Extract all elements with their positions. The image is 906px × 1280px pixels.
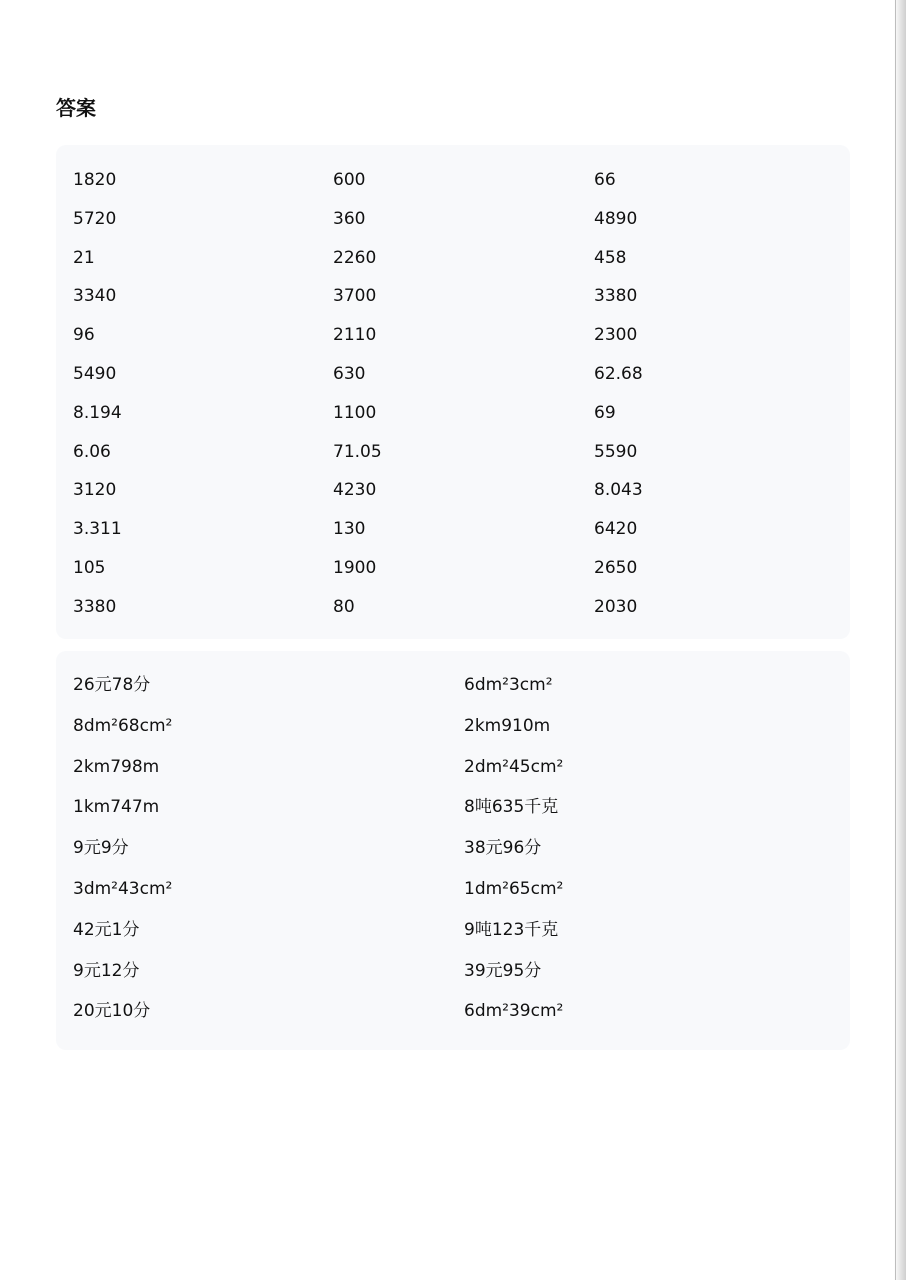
answer-cell: 3700 <box>333 286 377 307</box>
answer-cell: 2260 <box>333 247 377 268</box>
answer-cell: 2dm²45cm² <box>464 756 564 777</box>
answer-cell: 8.194 <box>73 402 122 423</box>
answer-cell: 2km910m <box>464 715 551 736</box>
answer-cell: 42元1分 <box>73 919 140 940</box>
answer-cell: 96 <box>73 325 95 346</box>
answer-cell: 6.06 <box>73 441 111 462</box>
answer-cell: 26元78分 <box>73 675 151 695</box>
answer-cell: 5590 <box>594 441 638 462</box>
answer-cell: 1820 <box>73 170 117 190</box>
answer-cell: 80 <box>333 596 355 617</box>
answer-cell: 38元96分 <box>464 838 542 859</box>
answer-cell: 630 <box>333 363 366 384</box>
answer-cell: 20元10分 <box>73 1001 151 1022</box>
answer-cell: 69 <box>594 402 616 423</box>
answer-cell: 39元95分 <box>464 960 542 981</box>
answer-cell: 1km747m <box>73 797 160 818</box>
answer-cell: 2650 <box>594 557 638 578</box>
answer-cell: 5490 <box>73 363 117 384</box>
answer-cell: 6dm²3cm² <box>464 675 553 695</box>
answer-cell: 8吨635千克 <box>464 797 559 818</box>
answer-cell: 9元12分 <box>73 960 140 981</box>
answer-cell: 4890 <box>594 208 638 229</box>
answer-cell: 4230 <box>333 480 377 501</box>
answer-cell: 1dm²65cm² <box>464 878 564 899</box>
answer-cell: 105 <box>73 557 106 578</box>
answer-cell: 6dm²39cm² <box>464 1001 564 1022</box>
page-title: 答案 <box>56 96 96 120</box>
answers-panel-numbers <box>56 145 850 639</box>
answers-grid-units <box>73 667 833 1034</box>
answer-cell: 2030 <box>594 596 638 617</box>
answer-cell: 3.311 <box>73 519 122 540</box>
answer-cell: 62.68 <box>594 363 643 384</box>
answer-cell: 600 <box>333 170 366 190</box>
answer-cell: 458 <box>594 247 627 268</box>
answer-cell: 130 <box>333 519 366 540</box>
answer-cell: 5720 <box>73 208 117 229</box>
answer-cell: 3dm²43cm² <box>73 878 173 899</box>
answer-cell: 8dm²68cm² <box>73 715 173 736</box>
answer-cell: 2km798m <box>73 756 160 777</box>
answer-cell: 3380 <box>73 596 117 617</box>
answer-cell: 66 <box>594 170 616 190</box>
answer-cell: 1100 <box>333 402 377 423</box>
answer-cell: 3340 <box>73 286 117 307</box>
answer-cell: 3120 <box>73 480 117 501</box>
answer-cell: 3380 <box>594 286 638 307</box>
answer-cell: 2300 <box>594 325 638 346</box>
answer-cell: 8.043 <box>594 480 643 501</box>
answer-cell: 1900 <box>333 557 377 578</box>
page-edge-shadow <box>894 0 906 1280</box>
answers-grid-numbers <box>73 163 833 629</box>
answer-cell: 6420 <box>594 519 638 540</box>
answer-cell: 360 <box>333 208 366 229</box>
answer-cell: 2110 <box>333 325 377 346</box>
answer-cell: 21 <box>73 247 95 268</box>
answer-cell: 9元9分 <box>73 838 129 859</box>
answers-panel-units <box>56 651 850 1050</box>
answer-cell: 9吨123千克 <box>464 919 559 940</box>
answer-cell: 71.05 <box>333 441 382 462</box>
